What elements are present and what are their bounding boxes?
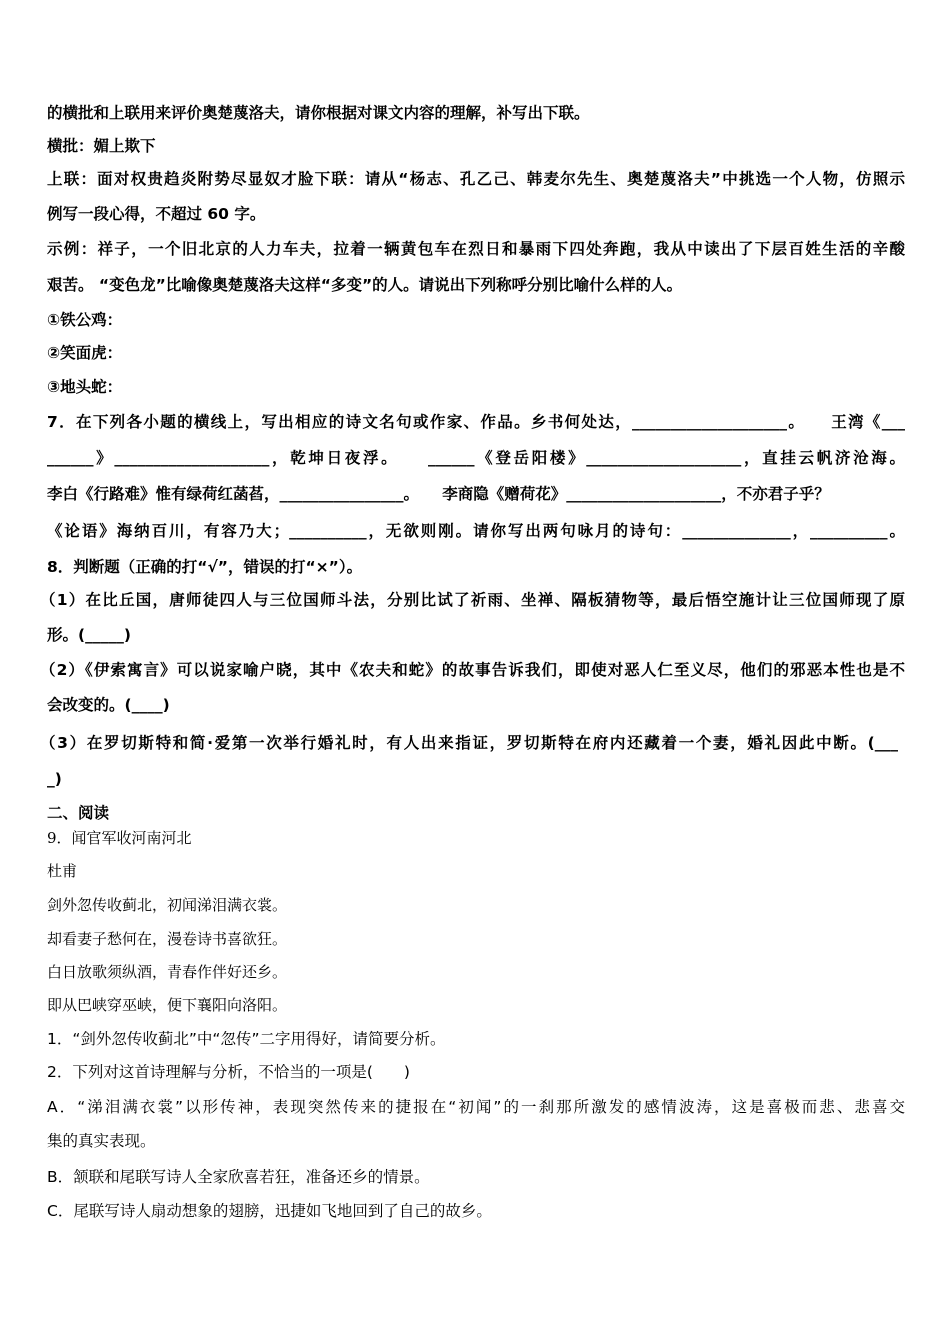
question-7-line: 李白《行路难》惟有绿荷红菡萏，________________。 李商隐《赠荷花》____________________，不亦君子乎？ [47, 485, 830, 503]
text-line: 上联：面对权贵趋炎附势尽显奴才脸下联：请从“杨志、孔乙己、韩麦尔先生、奥楚蔑洛夫”中挑选一个人物，仿照示 [47, 170, 905, 188]
question-7-line: 7．在下列各小题的横线上，写出相应的诗文名句或作家、作品。乡书何处达，____________________。 王湾《___ [47, 413, 905, 431]
question-8-item: _) [47, 770, 62, 788]
question-7-line: ______》____________________，乾坤日夜浮。 ______《登岳阳楼》____________________，直挂云帆济沧海。 [47, 449, 905, 467]
option-a: A．“涕泪满衣裳”以形传神，表现突然传来的捷报在“初闻”的一刹那所激发的感情波涛，这是喜极而悲、悲喜交 [47, 1098, 905, 1116]
question-8-item: （3）在罗切斯特和简·爱第一次举行婚礼时，有人出来指证，罗切斯特在府内还藏着一个妻，婚礼因此中断。(___ [40, 734, 898, 752]
text-line: 示例：祥子，一个旧北京的人力车夫，拉着一辆黄包车在烈日和暴雨下四处奔跑，我从中读出了下层百姓生活的辛酸 [47, 240, 905, 258]
text-line: ②笑面虎： [47, 344, 123, 362]
poem-line: 剑外忽传收蓟北，初闻涕泪满衣裳。 [47, 896, 288, 914]
question-8-item: （1）在比丘国，唐师徒四人与三位国师斗法，分别比试了祈雨、坐禅、隔板猜物等，最后悟空施计让三位国师现了原 [40, 591, 905, 609]
question-8-item: 形。(_____) [47, 626, 131, 644]
poem-line: 即从巴峡穿巫峡，便下襄阳向洛阳。 [47, 996, 288, 1014]
section-heading: 二、阅读 [47, 804, 110, 822]
text-line: 的横批和上联用来评价奥楚蔑洛夫，请你根据对课文内容的理解，补写出下联。 [47, 104, 590, 122]
text-line: ①铁公鸡： [47, 311, 123, 329]
poem-line: 却看妻子愁何在，漫卷诗书喜欲狂。 [47, 930, 288, 948]
text-line: 横批：媚上欺下 [47, 137, 156, 155]
option-b: B．颔联和尾联写诗人全家欣喜若狂，准备还乡的情景。 [47, 1168, 430, 1186]
option-c: C．尾联写诗人扇动想象的翅膀，迅捷如飞地回到了自己的故乡。 [47, 1202, 492, 1220]
question-8-item: 会改变的。(____) [47, 696, 170, 714]
option-a: 集的真实表现。 [47, 1132, 156, 1150]
poem-title: 9．闻官军收河南河北 [47, 829, 192, 847]
sub-question: 1．“剑外忽传收蓟北”中“忽传”二字用得好，请简要分析。 [47, 1030, 446, 1048]
sub-question: 2．下列对这首诗理解与分析，不恰当的一项是( ) [47, 1063, 410, 1081]
poem-line: 白日放歌须纵酒，青春作伴好还乡。 [47, 963, 288, 981]
poem-author: 杜甫 [47, 862, 78, 880]
text-line: 艰苦。 “变色龙”比喻像奥楚蔑洛夫这样“多变”的人。请说出下列称呼分别比喻什么样的人。 [47, 276, 683, 294]
question-7-line: 《论语》海纳百川，有容乃大；__________，无欲则刚。请你写出两句咏月的诗句：______________，__________。 [47, 522, 905, 540]
question-8-item: （2）《伊索寓言》可以说家喻户晓，其中《农夫和蛇》的故事告诉我们，即使对恶人仁至义尽，他们的邪恶本性也是不 [40, 661, 905, 679]
text-line: 例写一段心得，不超过 60 字。 [47, 205, 266, 223]
question-8-title: 8．判断题（正确的打“√”，错误的打“×”）。 [47, 558, 363, 576]
text-line: ③地头蛇： [47, 378, 123, 396]
